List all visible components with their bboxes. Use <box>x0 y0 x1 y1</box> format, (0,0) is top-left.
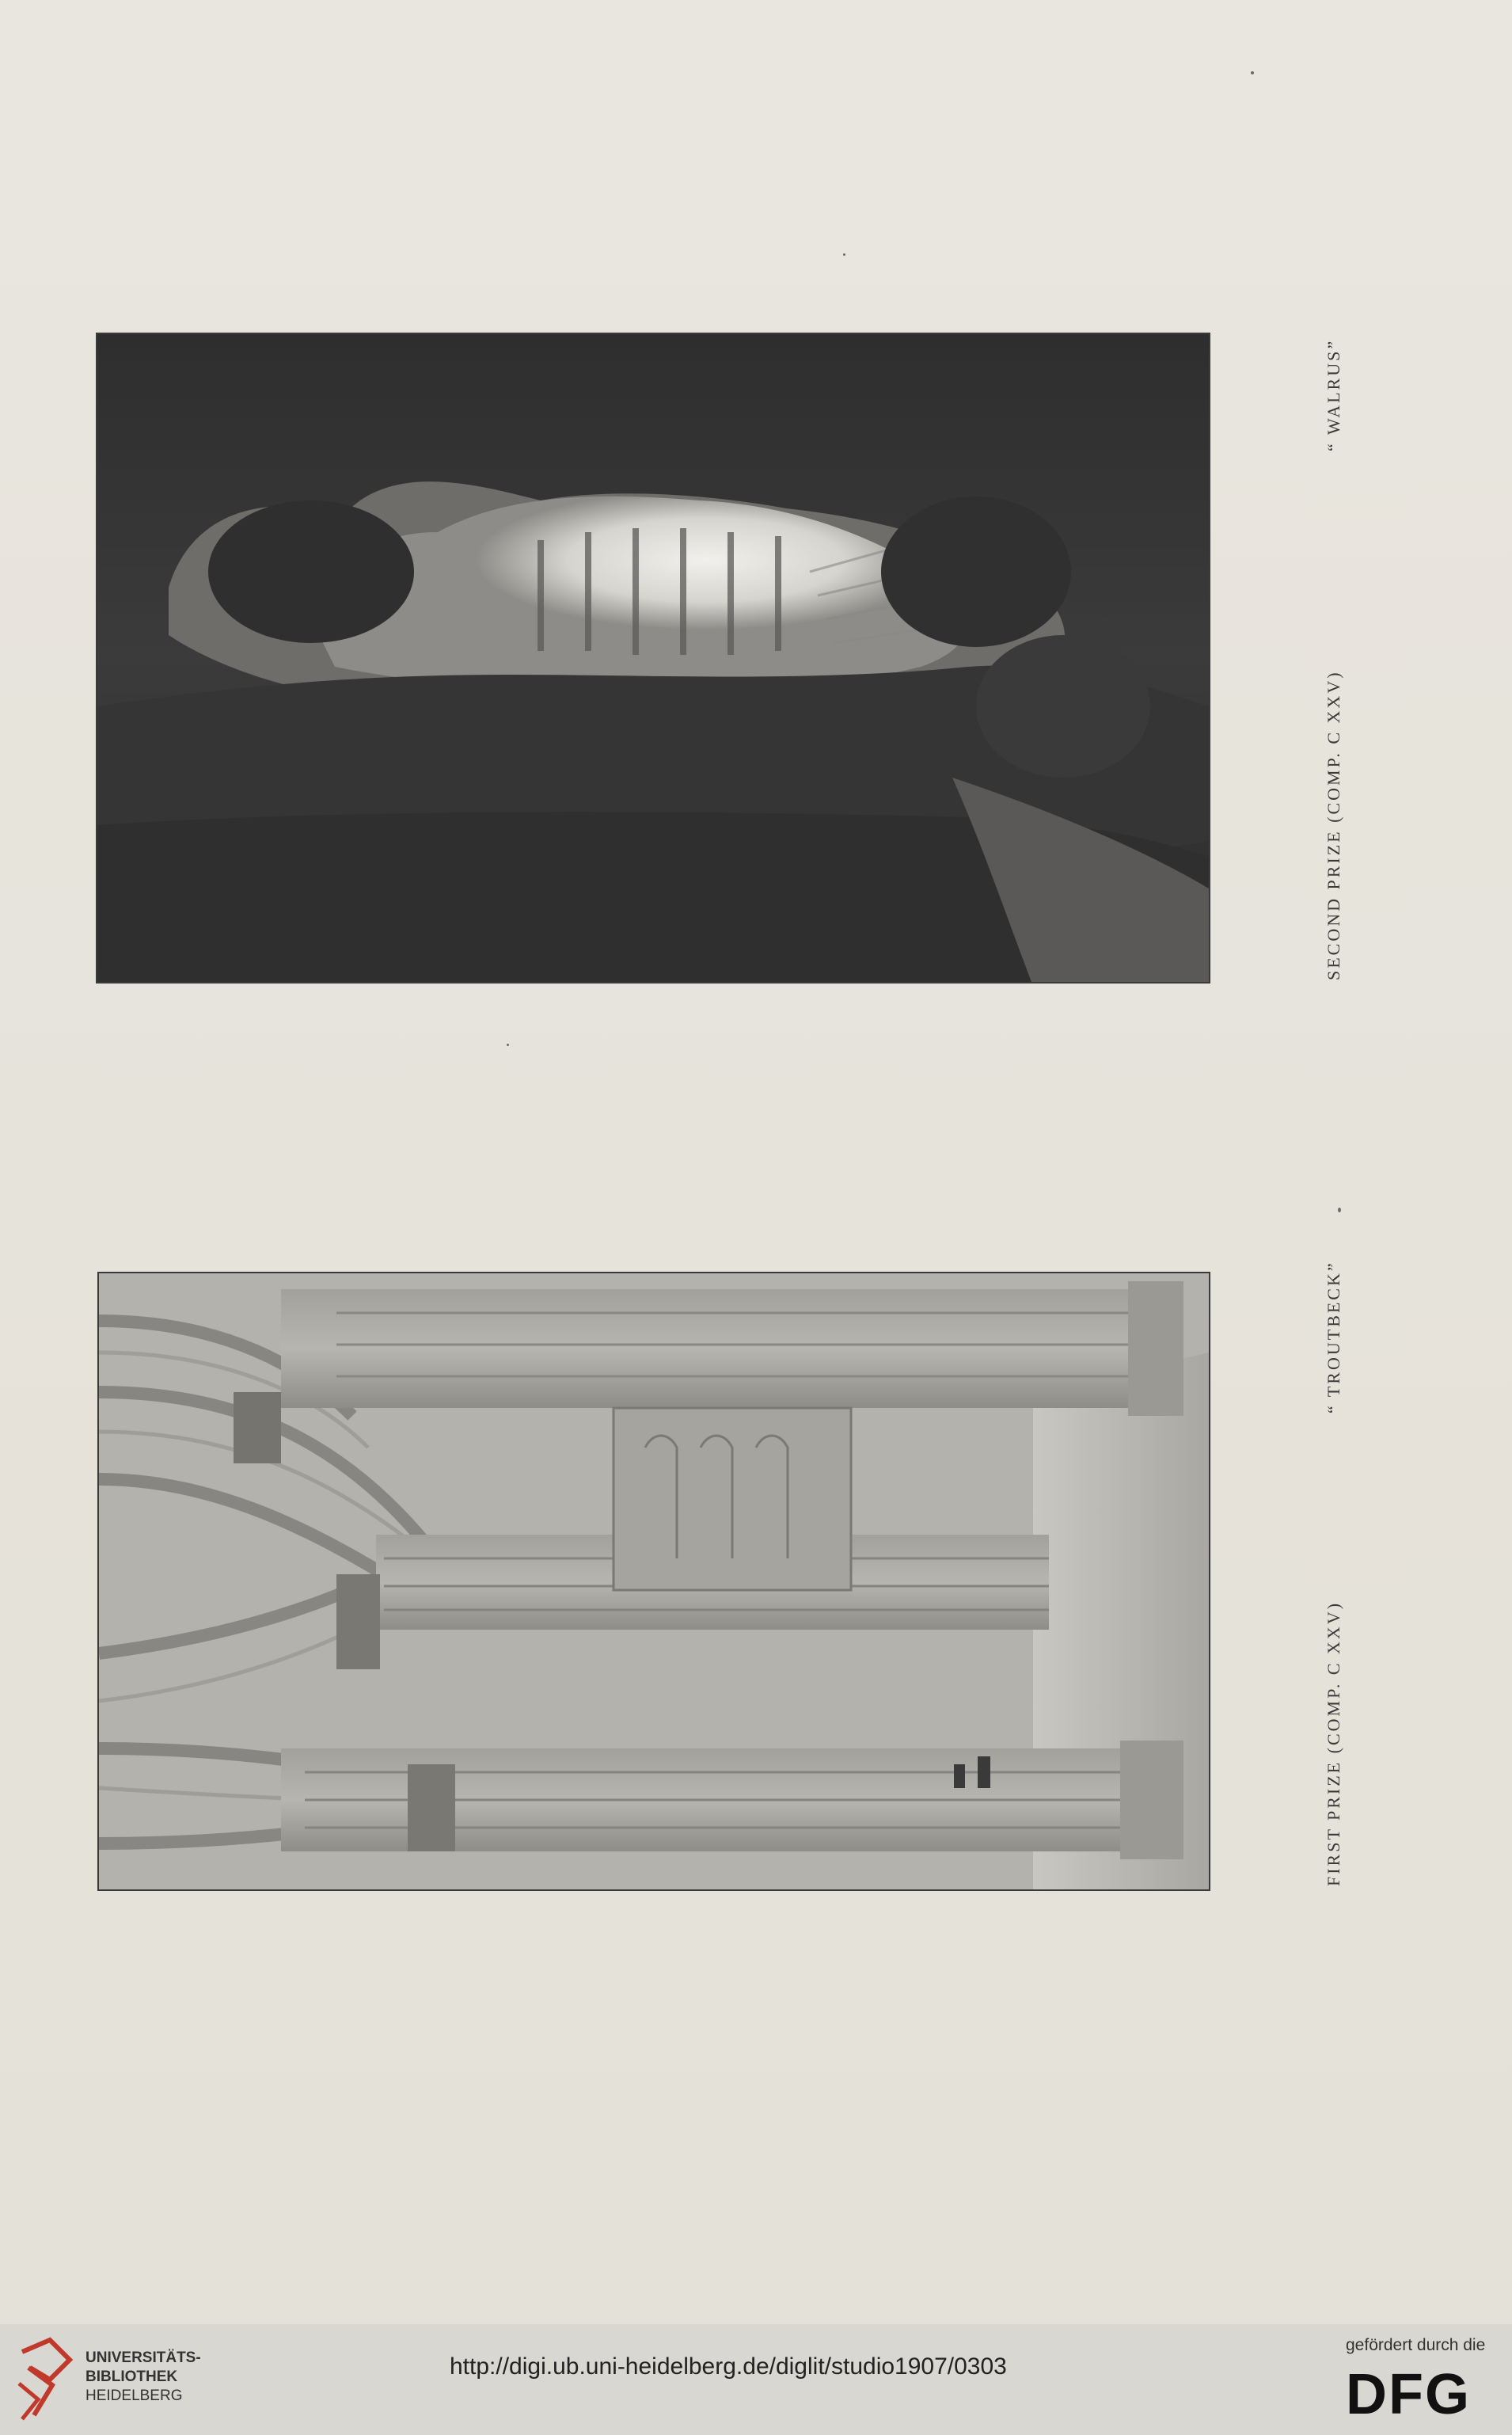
funded-by-label: gefördert durch die <box>1346 2336 1486 2354</box>
first-prize-photograph <box>97 1272 1210 1891</box>
troutbeck-interior-image <box>99 1273 1209 1889</box>
dfg-logo: DFG <box>1346 2363 1471 2426</box>
library-name-line3: HEIDELBERG <box>85 2387 183 2404</box>
paper-speck <box>1251 71 1254 74</box>
paper-speck <box>843 253 845 256</box>
walrus-caption: “ WALRUS” <box>1324 338 1343 451</box>
first-prize-caption: FIRST PRIZE (COMP. C XXV) <box>1324 1600 1343 1886</box>
library-name-line1: UNIVERSITÄTS- <box>85 2349 201 2366</box>
second-prize-caption: SECOND PRIZE (COMP. C XXV) <box>1324 670 1343 980</box>
source-url-link[interactable]: http://digi.ub.uni-heidelberg.de/diglit/studio1907/0303 <box>450 2353 1007 2380</box>
library-logo-icon <box>14 2336 76 2423</box>
library-name-line2: BIBLIOTHEK <box>85 2368 178 2385</box>
library-name <box>85 2349 201 2406</box>
paper-speck <box>507 1044 509 1046</box>
troutbeck-caption: “ TROUTBECK” <box>1324 1261 1343 1413</box>
paper-speck <box>1338 1208 1341 1212</box>
second-prize-photograph <box>96 333 1210 984</box>
walrus-interior-image <box>97 334 1209 982</box>
